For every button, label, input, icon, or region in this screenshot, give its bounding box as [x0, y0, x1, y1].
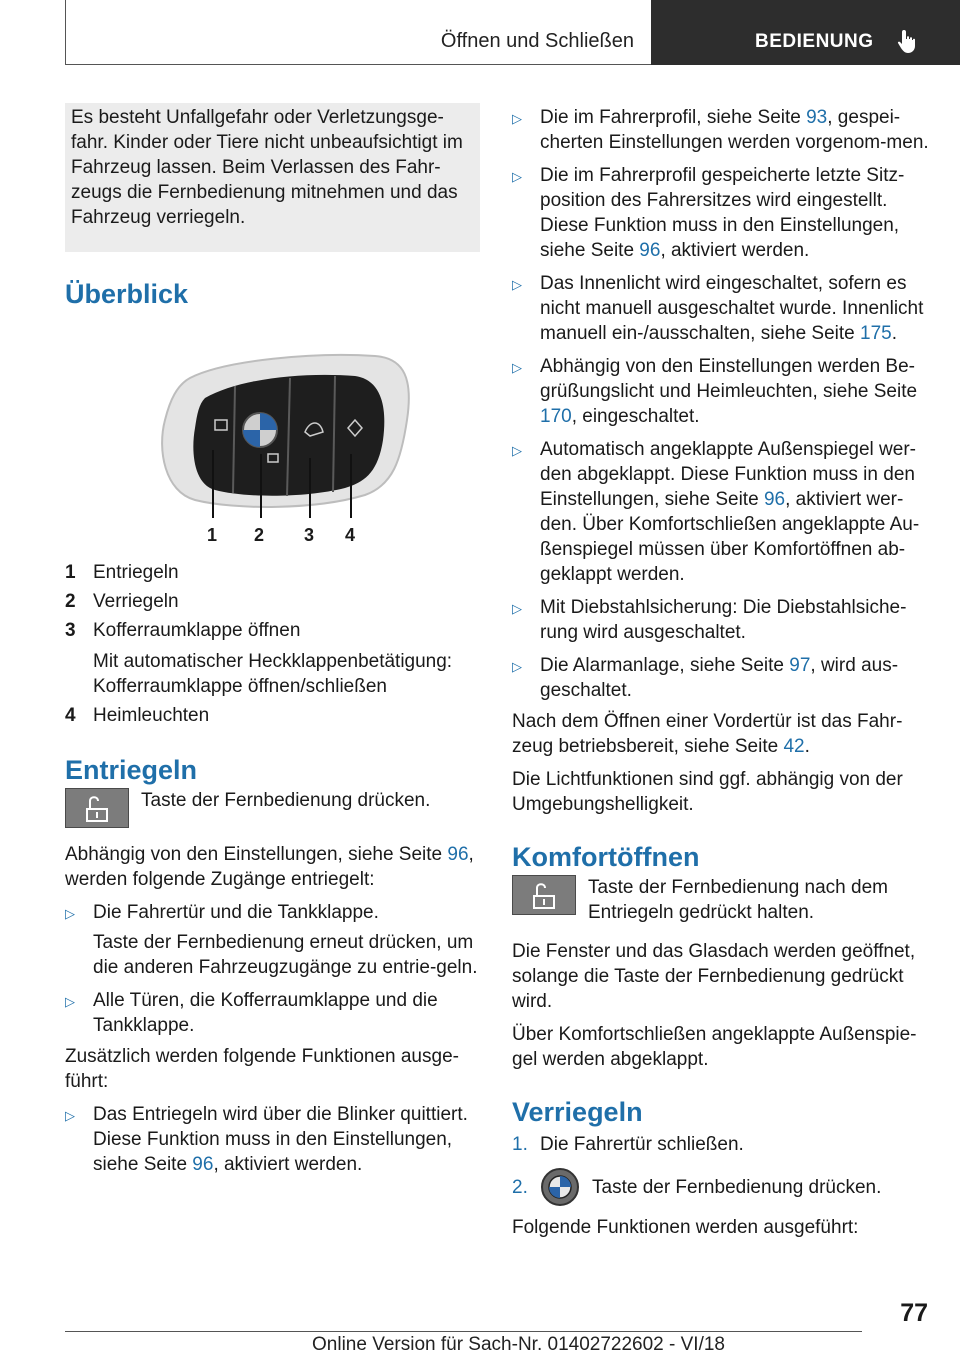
text: , aktiviert werden.	[213, 1154, 363, 1175]
bullet-text	[540, 653, 932, 703]
additional-functions-paragraph: Zusätzlich werden folgende Funktionen ausge-führt:	[65, 1046, 459, 1092]
numbered-step	[512, 1167, 932, 1207]
item-title: Kofferraumklappe öffnen	[93, 620, 301, 641]
bullet-item	[512, 653, 932, 703]
text: , wird aus-geschaltet.	[540, 655, 899, 701]
remote-key-figure	[65, 350, 480, 550]
comfort-key-row	[512, 875, 932, 925]
unlock-key-row	[65, 788, 480, 828]
triangle-bullet-icon: ▷	[512, 169, 522, 184]
triangle-bullet-icon: ▷	[65, 994, 75, 1009]
triangle-bullet-icon: ▷	[512, 360, 522, 375]
list-item	[65, 560, 480, 585]
chapter-title: Öffnen und Schließen	[440, 30, 634, 52]
comfort-paragraph-2: Über Komfortschließen angeklappte Außenspie-gel werden abgeklappt.	[512, 1024, 917, 1070]
list-item	[65, 589, 480, 614]
section-tab	[651, 0, 960, 65]
bullet-item	[512, 271, 932, 346]
item-subtext: Mit automatischer Heckklappenbetätigung: Kofferraumklappe öffnen/schließen	[93, 651, 453, 697]
bullet-text	[540, 163, 932, 263]
heading-overview: Überblick	[65, 279, 189, 309]
page-link[interactable]: 96	[192, 1154, 214, 1175]
text: Die im Fahrerprofil gespeicherte letzte Sitz-position des Fahrersitzes wird eingestellt. Diese Funktion muss in den Einstellungen, siehe Seite	[540, 165, 905, 261]
text: Abhängig von den Einstellungen werden Be-grüßungslicht und Heimleuchten, siehe Seite	[540, 356, 918, 402]
bullet-item	[512, 437, 932, 587]
unlock-paragraph	[65, 842, 480, 892]
item-number: 3	[65, 620, 76, 641]
ready-paragraph	[512, 709, 932, 759]
bullet-text: Die Fahrertür und die Tankklappe.	[93, 902, 379, 923]
text: .	[891, 323, 898, 344]
text: Die Alarmanlage, siehe Seite	[540, 655, 790, 676]
bullet-item	[65, 988, 480, 1038]
bullet-text	[540, 271, 932, 346]
right-column	[512, 103, 932, 1240]
triangle-bullet-icon: ▷	[512, 443, 522, 458]
left-column	[65, 0, 480, 1177]
figure-number-1: 1	[207, 525, 218, 545]
text: Abhängig von den Einstellungen, siehe Seite	[65, 844, 448, 865]
bullet-text	[540, 105, 932, 155]
bullet-item	[65, 900, 480, 926]
text: , aktiviert wer-den. Über Komfortschließen angeklappte Au-ßenspiegel müssen über Komfortöffnen ab-geklappt werden.	[540, 489, 920, 585]
bullet-item	[512, 105, 932, 155]
bullet-item	[65, 1102, 480, 1177]
triangle-bullet-icon: ▷	[512, 111, 522, 126]
triangle-bullet-icon: ▷	[65, 906, 75, 921]
text: Das Innenlicht wird eingeschaltet, sofern es nicht manuell ausgeschaltet wurde. Innenlicht manuell ein-/ausschalten, siehe Seite	[540, 273, 924, 344]
bullet-text	[540, 437, 932, 587]
text: , aktiviert werden.	[660, 240, 810, 261]
text: .	[804, 736, 810, 757]
bullet-subtext: Taste der Fernbedienung erneut drücken, um die anderen Fahrzeugzugänge zu entrie-geln.	[93, 932, 478, 978]
footer-text: Online Version für Sach-Nr. 01402722602 - VI/18	[312, 1334, 725, 1355]
unlock-key-text: Taste der Fernbedienung drücken.	[141, 790, 431, 811]
light-paragraph: Die Lichtfunktionen sind ggf. abhängig von der Umgebungshelligkeit.	[512, 769, 903, 815]
item-text: Entriegeln	[93, 562, 179, 583]
text: , werden folgende Zugänge entriegelt:	[65, 844, 474, 890]
step-text: Die Fahrertür schließen.	[540, 1134, 744, 1155]
page-link[interactable]: 170	[540, 406, 572, 427]
page-link[interactable]: 96	[639, 240, 661, 261]
numbered-step	[512, 1132, 932, 1157]
triangle-bullet-icon: ▷	[512, 601, 522, 616]
text: Das Entriegeln wird über die Blinker quittiert. Diese Funktion muss in den Einstellungen, siehe Seite	[93, 1104, 468, 1175]
text: Die im Fahrerprofil, siehe Seite	[540, 107, 807, 128]
unlock-key-icon	[65, 788, 129, 828]
figure-number-3: 3	[304, 525, 315, 545]
text: Automatisch angeklappte Außenspiegel wer-den abgeklappt. Diese Funktion muss in den Einstellungen, siehe Seite	[540, 439, 917, 510]
item-text: Verriegeln	[93, 591, 179, 612]
triangle-bullet-icon: ▷	[512, 277, 522, 292]
hand-pointer-icon	[897, 28, 921, 54]
bullet-item	[512, 354, 932, 429]
heading-lock: Verriegeln	[512, 1097, 643, 1127]
bullet-text: Alle Türen, die Kofferraumklappe und die Tankklappe.	[93, 990, 438, 1036]
page-link[interactable]: 42	[783, 736, 805, 757]
figure-number-2: 2	[254, 525, 265, 545]
item-number: 1	[65, 562, 76, 583]
page-link[interactable]: 97	[789, 655, 811, 676]
page-link[interactable]: 96	[763, 489, 786, 510]
heading-unlock: Entriegeln	[65, 755, 198, 785]
text: Nach dem Öffnen einer Vordertür ist das Fahr-zeug betriebsbereit, siehe Seite	[512, 711, 903, 757]
page-link[interactable]: 93	[806, 107, 828, 128]
remote-key-illustration	[65, 350, 480, 550]
page-number: 77	[900, 1299, 928, 1327]
heading-comfort-open: Komfortöffnen	[512, 842, 700, 872]
lock-functions-paragraph: Folgende Funktionen werden ausgeführt:	[512, 1217, 859, 1238]
bullet-item	[512, 163, 932, 263]
item-number: 2	[65, 591, 76, 612]
section-tab-label: BEDIENUNG	[755, 31, 874, 52]
bullet-item	[512, 595, 932, 645]
item-text: Heimleuchten	[93, 705, 210, 726]
text: , eingeschaltet.	[571, 406, 700, 427]
item-number: 4	[65, 705, 76, 726]
text: , gespei-cherten Einstellungen werden vorgenom-men.	[540, 107, 929, 153]
unlock-key-icon	[512, 875, 576, 915]
triangle-bullet-icon: ▷	[512, 659, 522, 674]
footer-rule	[65, 1331, 862, 1332]
triangle-bullet-icon: ▷	[65, 1108, 75, 1123]
comfort-paragraph-1: Die Fenster und das Glasdach werden geöffnet, solange die Taste der Fernbedienung gedrückt wird.	[512, 941, 916, 1012]
item-text	[93, 618, 480, 699]
step-number: 2.	[512, 1176, 528, 1198]
step-number: 1.	[512, 1134, 528, 1155]
list-item	[65, 618, 480, 699]
page-link[interactable]: 96	[447, 844, 469, 865]
comfort-key-text: Taste der Fernbedienung nach dem Entriegeln gedrückt halten.	[588, 877, 888, 923]
bullet-text	[540, 354, 932, 429]
list-item	[65, 703, 480, 728]
bmw-logo-key-icon	[540, 1167, 580, 1207]
figure-number-4: 4	[345, 525, 356, 545]
bullet-text	[93, 1102, 480, 1177]
bullet-text: Mit Diebstahlsicherung: Die Diebstahlsiche-rung wird ausgeschaltet.	[540, 597, 907, 643]
page-link[interactable]: 175	[860, 323, 892, 344]
warning-box	[65, 103, 480, 252]
step-text: Taste der Fernbedienung drücken.	[592, 1176, 882, 1198]
warning-text: Es besteht Unfallgefahr oder Verletzungsge-fahr. Kinder oder Tiere nicht unbeaufsichtigt im Fahrzeug lassen. Beim Verlassen des Fahr-zeugs die Fernbedienung mitnehmen und das Fahrzeug verriegeln.	[71, 107, 463, 228]
